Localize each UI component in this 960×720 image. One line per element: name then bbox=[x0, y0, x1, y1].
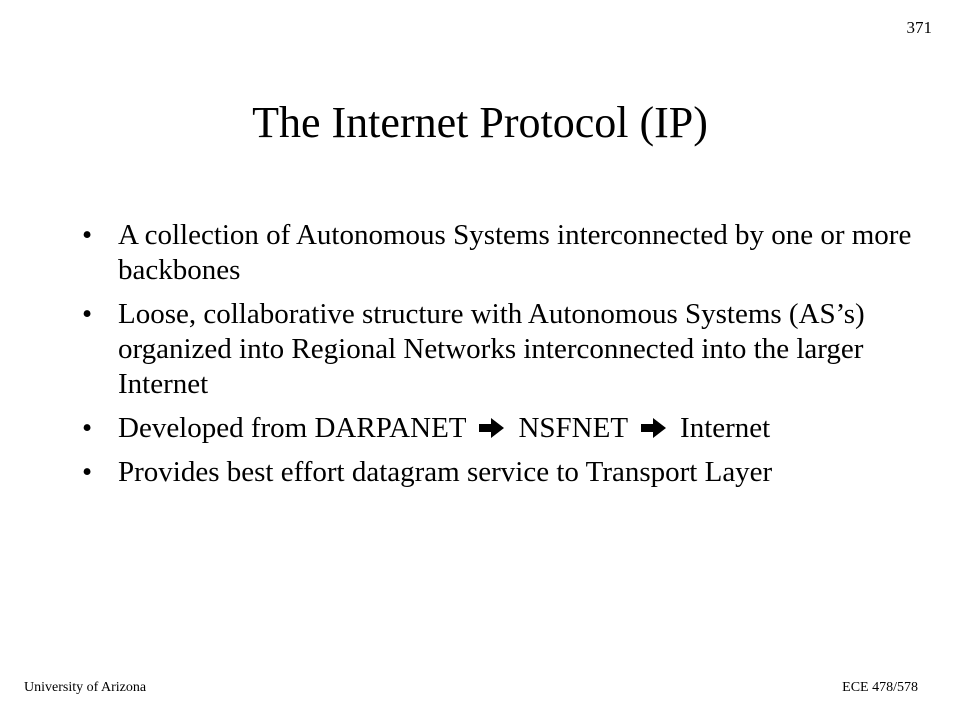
bullet-text: Loose, collaborative structure with Autonomous Systems (AS’s) organized into Regional Networks interconnected into the larger Internet bbox=[118, 298, 865, 400]
bullet-text: Provides best effort datagram service to Transport Layer bbox=[118, 456, 773, 488]
bullet-dot: • bbox=[82, 456, 93, 488]
bullet-text-part: NSFNET bbox=[518, 412, 628, 444]
slide-title: The Internet Protocol (IP) bbox=[252, 98, 708, 147]
bullet-dot: • bbox=[82, 298, 93, 330]
bullet-text: A collection of Autonomous Systems interconnected by one or more backbones bbox=[118, 219, 912, 286]
bullet-text-part: Internet bbox=[680, 412, 771, 444]
bullet-item bbox=[82, 455, 922, 490]
footer-course: ECE 478/578 bbox=[842, 680, 918, 695]
bullet-dot: • bbox=[82, 219, 93, 251]
bullet-list bbox=[82, 218, 922, 499]
right-arrow-icon bbox=[479, 417, 505, 439]
bullet-text-part: Developed from DARPANET bbox=[118, 412, 466, 444]
footer-institution: University of Arizona bbox=[24, 680, 147, 695]
right-arrow-icon bbox=[641, 417, 667, 439]
bullet-item bbox=[82, 218, 922, 288]
bullet-item bbox=[82, 297, 922, 402]
bullet-item bbox=[82, 411, 922, 446]
bullet-dot: • bbox=[82, 412, 93, 444]
slide-number: 371 bbox=[906, 18, 932, 37]
